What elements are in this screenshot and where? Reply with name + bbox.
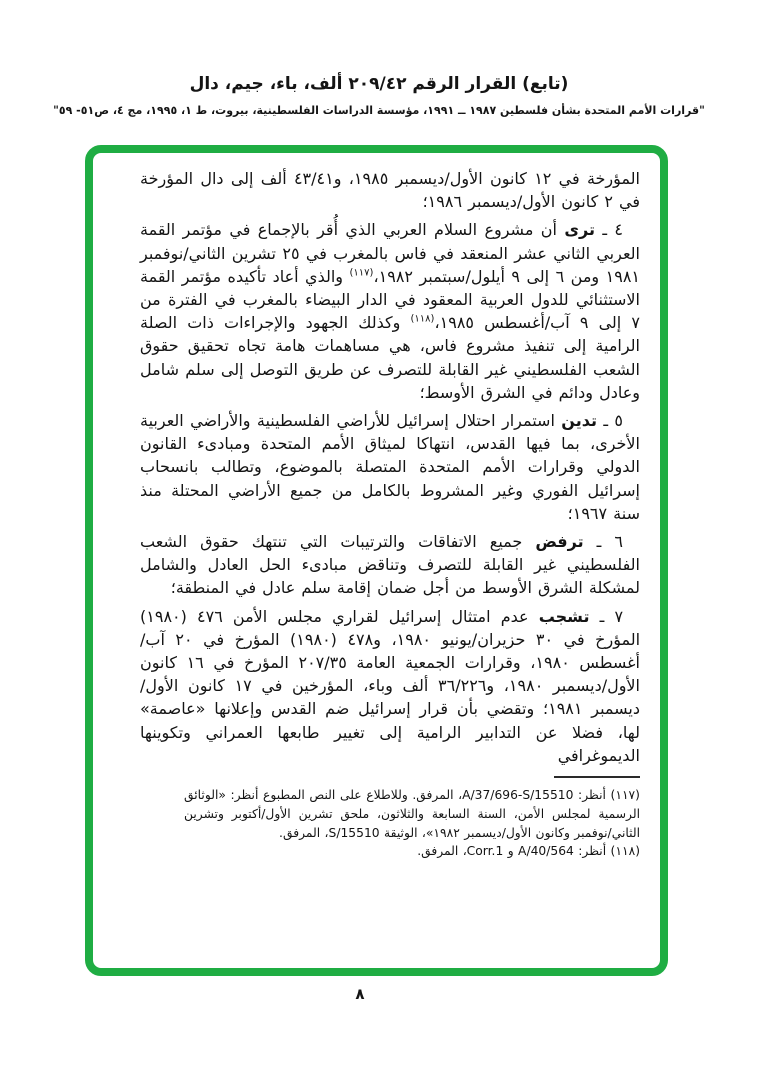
page-number: ٨ xyxy=(355,985,365,1003)
text-run: ٦ ـ xyxy=(583,532,623,552)
text-run: ٥ ـ xyxy=(596,411,624,431)
document-content xyxy=(93,153,660,861)
resolution-title: (تابع) القرار الرقم ٢٠٩/٤٢ ألف، باء، جيم، دال xyxy=(189,74,569,94)
footnote-ref-marker: (١١٨) xyxy=(410,313,435,325)
body-paragraph xyxy=(140,605,640,767)
body-paragraph xyxy=(140,409,640,525)
footnote-ref-marker: (١١٧) xyxy=(349,267,374,279)
text-run: (١١٧) أنظر: xyxy=(573,788,640,803)
text-run: والذي أعاد تأكيده مؤتمر القمة الاستثنائي للدول العربية المعقود في الدار البيضاء بالمغرب في الفترة من ٧ إلى ٩ آب/أغسطس ١٩٨٥، xyxy=(140,266,641,333)
text-run: S/15510 xyxy=(328,825,380,840)
bold-keyword: تدين xyxy=(561,411,597,431)
text-run: ، المرفق. xyxy=(417,844,467,859)
green-border-frame xyxy=(85,145,668,976)
text-run: جميع الاتفاقات والترتيبات التي تنتهك حقوق الشعب الفلسطيني غير القابلة للتصرف وتناقض مبادىء الحل العادل والشامل لمشكلة الشرق الأوسط من أجل ضمان إقامة سلم عادل في المنطقة؛ xyxy=(140,532,640,598)
text-run: (١١٨) أنظر: xyxy=(573,844,640,859)
text-run: ٧ ـ xyxy=(589,606,624,626)
bold-keyword: تشجب xyxy=(538,606,590,626)
body-paragraph xyxy=(140,167,640,213)
footnotes xyxy=(184,786,640,861)
text-run: و xyxy=(503,844,519,859)
body-paragraphs xyxy=(140,167,640,767)
text-run: ، المرفق. وللاطلاع على النص المطبوع أنظر: «الوثائق الرسمية لمجلس الأمن، السنة السابعة والثلاثون، ملحق تشرين الأول/أكتوبر وتشرين الثاني/نوفمبر وكانون الأول/ديسمبر ١٩٨٢»، الوثيقة xyxy=(184,788,640,840)
text-run: A/37/696-S/15510 xyxy=(462,788,574,803)
text-run: A/40/564 xyxy=(518,844,574,859)
footnote xyxy=(184,842,640,861)
footnote-divider xyxy=(554,776,640,778)
text-run: أن مشروع السلام العربي الذي أُقر بالإجماع في مؤتمر القمة العربي الثاني عشر المنعقد في فاس بالمغرب في ٢٥ تشرين الثاني/نوفمبر ١٩٨١ ومن ٦ إلى ٩ أيلول/سبتمبر ١٩٨٢، xyxy=(140,220,641,286)
body-paragraph xyxy=(140,218,640,404)
bold-keyword: ترفض xyxy=(535,532,584,552)
text-run: Corr.1 xyxy=(466,844,504,859)
page-header xyxy=(0,74,758,117)
text-run: وكذلك الجهود والإجراءات ذات الصلة الرامية إلى تنفيذ مشروع فاس، هي مساهمات هامة تجاه تحقيق حقوق الشعب الفلسطيني غير القابلة للتصرف عن طريق التوصل إلى سلم شامل وعادل ودائم في الشرق الأوسط؛ xyxy=(140,313,640,402)
text-run: ٤ ـ xyxy=(594,220,623,240)
text-run: المؤرخة في ١٢ كانون الأول/ديسمبر ١٩٨٥، و٤٣/٤١ ألف إلى دال المؤرخة في ٢ كانون الأول/ديسمبر ١٩٨٦؛ xyxy=(140,169,640,212)
text-run: عدم امتثال إسرائيل لقراري مجلس الأمن ٤٧٦ (١٩٨٠) المؤرخ في ٣٠ حزيران/يونيو ١٩٨٠، و٤٧٨ (١٩٨٠) المؤرخ في ٢٠ آب/أغسطس ١٩٨٠، وقرارات الجمعية العامة ٢٠٧/٣٥ المؤرخ في ١٦ كانون الأول/ديسمبر ١٩٨٠، و٣٦/٢٢٦ ألف وباء، المؤرخين في ١٧ كانون الأول/ديسمبر ١٩٨١؛ وتقضي بأن قرار إسرائيل ضم القدس وإعلانها «عاصمة» لها، فضلا عن التدابير الرامية إلى تغيير طابعها العمراني وتكوينها الديموغرافي xyxy=(140,606,641,765)
text-run: استمرار احتلال إسرائيل للأراضي الفلسطينية والأراضي العربية الأخرى، بما فيها القدس، انتهاكا لميثاق الأمم المتحدة ومبادىء القانون الدولي وقرارات الأمم المتحدة المتصلة بالموضوع، وتطالب بانسحاب إسرائيل الفوري وغير المشروط بالكامل من جميع الأراضي المحتلة منذ سنة ١٩٦٧؛ xyxy=(140,411,640,523)
source-citation: "قرارات الأمم المتحدة بشأن فلسطين ١٩٨٧ ــ ١٩٩١، مؤسسة الدراسات الفلسطينية، بيروت، ط ١، ١٩٩٥، مج ٤، ص٥١- ٥٩" xyxy=(53,103,705,118)
text-run: ، المرفق. xyxy=(279,825,329,840)
bold-keyword: ترى xyxy=(564,220,595,240)
footnote xyxy=(184,786,640,842)
body-paragraph xyxy=(140,530,640,600)
